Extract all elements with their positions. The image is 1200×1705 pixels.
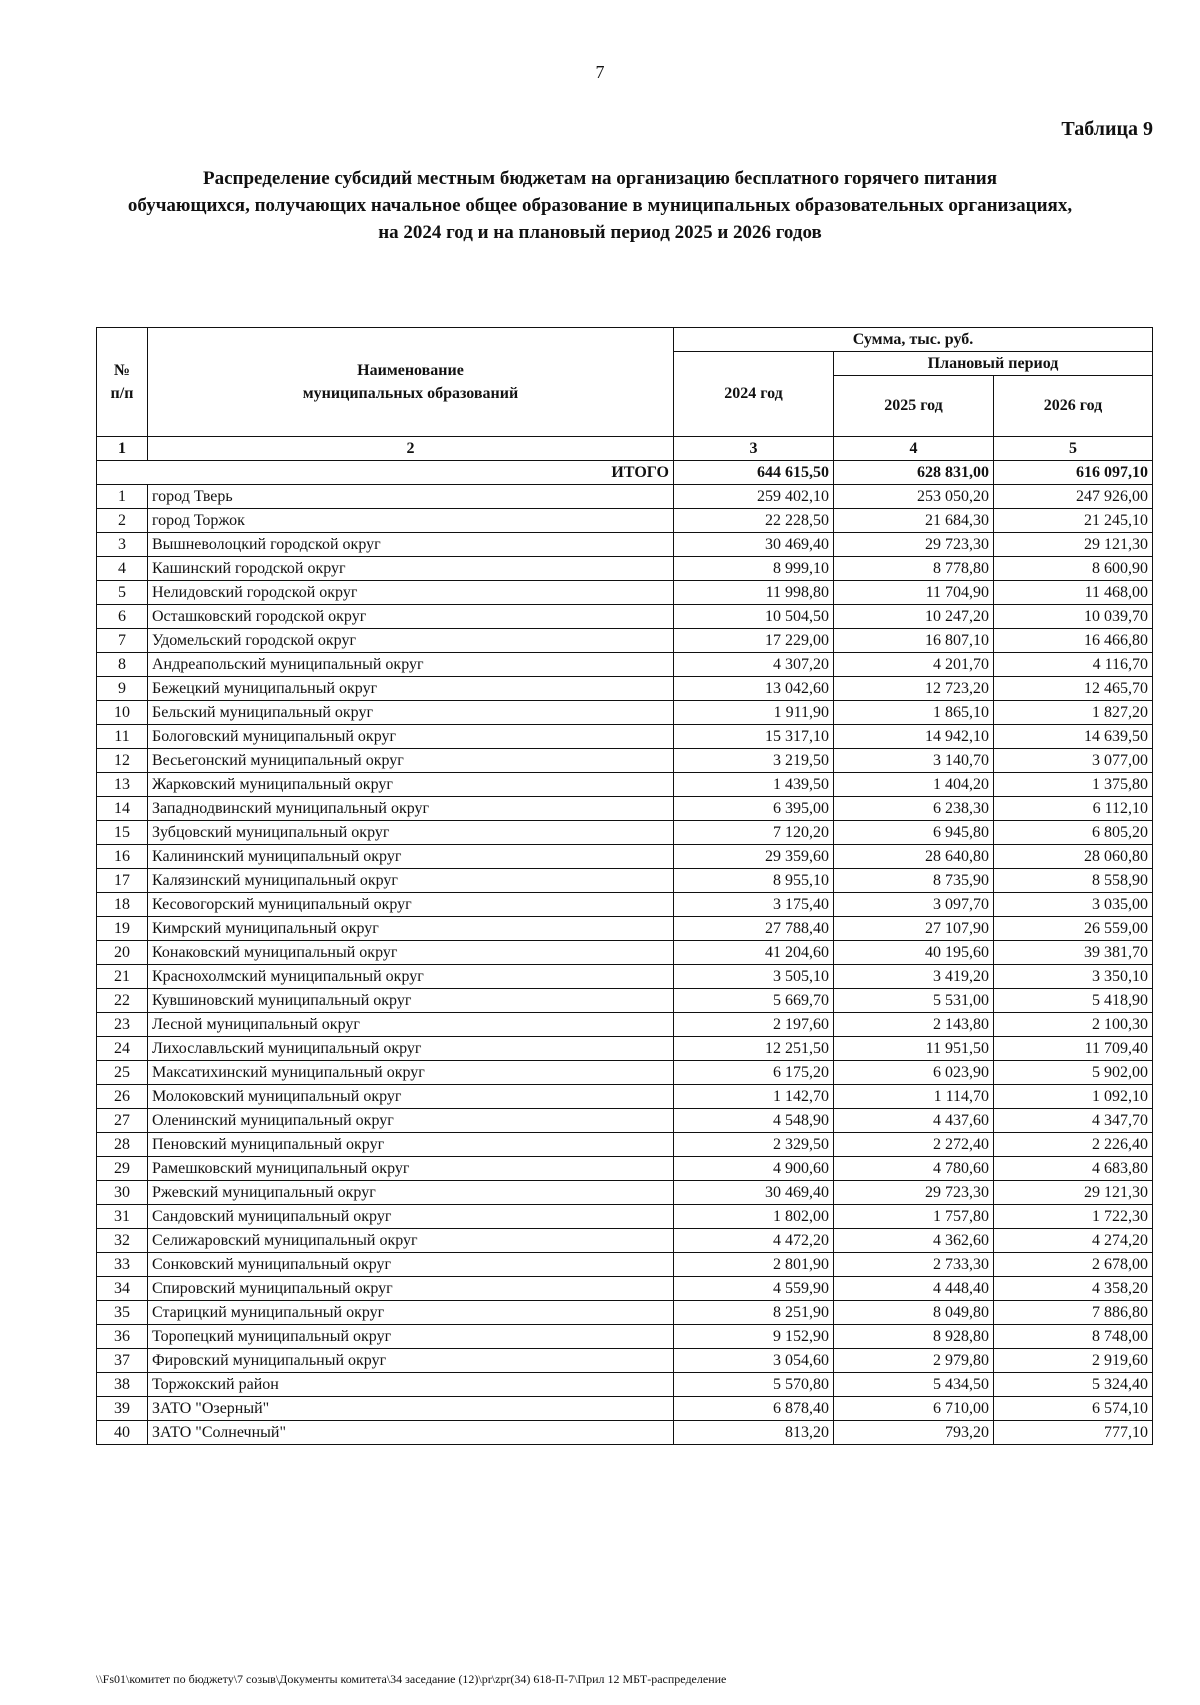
table-row — [97, 557, 1153, 581]
municipality-name: Пеновский муниципальный округ — [148, 1133, 674, 1157]
table-row — [97, 1109, 1153, 1133]
value-2025: 1 865,10 — [834, 701, 994, 725]
value-2024: 1 142,70 — [674, 1085, 834, 1109]
row-number: 17 — [97, 869, 148, 893]
table-row — [97, 1373, 1153, 1397]
value-2025: 8 928,80 — [834, 1325, 994, 1349]
value-2026: 4 683,80 — [994, 1157, 1153, 1181]
value-2026: 4 274,20 — [994, 1229, 1153, 1253]
value-2024: 1 439,50 — [674, 773, 834, 797]
value-2025: 29 723,30 — [834, 533, 994, 557]
row-number: 33 — [97, 1253, 148, 1277]
value-2025: 253 050,20 — [834, 485, 994, 509]
value-2026: 11 709,40 — [994, 1037, 1153, 1061]
value-2024: 8 999,10 — [674, 557, 834, 581]
value-2024: 6 878,40 — [674, 1397, 834, 1421]
municipality-name: Селижаровский муниципальный округ — [148, 1229, 674, 1253]
municipality-name: город Тверь — [148, 485, 674, 509]
table-row — [97, 773, 1153, 797]
municipality-name: Осташковский городской округ — [148, 605, 674, 629]
municipality-name: Лесной муниципальный округ — [148, 1013, 674, 1037]
page-number: 7 — [595, 62, 605, 82]
municipality-name: Сонковский муниципальный округ — [148, 1253, 674, 1277]
value-2024: 2 329,50 — [674, 1133, 834, 1157]
value-2026: 7 886,80 — [994, 1301, 1153, 1325]
value-2025: 5 531,00 — [834, 989, 994, 1013]
total-2024: 644 615,50 — [674, 461, 834, 485]
row-number: 16 — [97, 845, 148, 869]
table-row — [97, 485, 1153, 509]
table-row — [97, 605, 1153, 629]
total-2026: 616 097,10 — [994, 461, 1153, 485]
total-2025: 628 831,00 — [834, 461, 994, 485]
value-2026: 29 121,30 — [994, 533, 1153, 557]
value-2025: 8 778,80 — [834, 557, 994, 581]
row-number: 21 — [97, 965, 148, 989]
value-2025: 1 404,20 — [834, 773, 994, 797]
value-2025: 11 951,50 — [834, 1037, 994, 1061]
municipality-name: Конаковский муниципальный округ — [148, 941, 674, 965]
row-number: 3 — [97, 533, 148, 557]
value-2025: 12 723,20 — [834, 677, 994, 701]
table-row — [97, 533, 1153, 557]
municipality-name: Рамешковский муниципальный округ — [148, 1157, 674, 1181]
header-2025: 2025 год — [834, 376, 994, 437]
subsidy-table — [96, 327, 1153, 1445]
value-2024: 13 042,60 — [674, 677, 834, 701]
value-2025: 3 140,70 — [834, 749, 994, 773]
row-number: 34 — [97, 1277, 148, 1301]
value-2025: 4 448,40 — [834, 1277, 994, 1301]
value-2024: 7 120,20 — [674, 821, 834, 845]
value-2026: 4 116,70 — [994, 653, 1153, 677]
value-2026: 39 381,70 — [994, 941, 1153, 965]
municipality-name: Лихославльский муниципальный округ — [148, 1037, 674, 1061]
value-2025: 3 419,20 — [834, 965, 994, 989]
municipality-name: Кимрский муниципальный округ — [148, 917, 674, 941]
value-2026: 2 678,00 — [994, 1253, 1153, 1277]
municipality-name: Кесовогорский муниципальный округ — [148, 893, 674, 917]
table-row — [97, 653, 1153, 677]
row-number: 40 — [97, 1421, 148, 1445]
header-name-line1: Наименование — [357, 362, 464, 379]
value-2025: 4 362,60 — [834, 1229, 994, 1253]
table-row — [97, 629, 1153, 653]
row-number: 39 — [97, 1397, 148, 1421]
title-line: на 2024 год и на плановый период 2025 и 2026 годов — [378, 222, 822, 243]
table-row — [97, 845, 1153, 869]
table-row — [97, 1229, 1153, 1253]
value-2024: 3 175,40 — [674, 893, 834, 917]
value-2025: 1 757,80 — [834, 1205, 994, 1229]
value-2026: 28 060,80 — [994, 845, 1153, 869]
row-number: 9 — [97, 677, 148, 701]
table-row — [97, 797, 1153, 821]
municipality-name: Вышневолоцкий городской округ — [148, 533, 674, 557]
row-number: 5 — [97, 581, 148, 605]
value-2025: 6 238,30 — [834, 797, 994, 821]
table-label: Таблица 9 — [1061, 118, 1153, 140]
table-row — [97, 1421, 1153, 1445]
value-2024: 6 395,00 — [674, 797, 834, 821]
value-2025: 8 735,90 — [834, 869, 994, 893]
value-2024: 2 197,60 — [674, 1013, 834, 1037]
value-2024: 3 219,50 — [674, 749, 834, 773]
table-row — [97, 581, 1153, 605]
value-2026: 3 350,10 — [994, 965, 1153, 989]
value-2025: 10 247,20 — [834, 605, 994, 629]
value-2024: 3 505,10 — [674, 965, 834, 989]
municipality-name: Жарковский муниципальный округ — [148, 773, 674, 797]
header-no-line2: п/п — [110, 385, 134, 402]
row-number: 13 — [97, 773, 148, 797]
table-row — [97, 1133, 1153, 1157]
table-row — [97, 1253, 1153, 1277]
municipality-name: Бельский муниципальный округ — [148, 701, 674, 725]
table-row — [97, 1397, 1153, 1421]
value-2025: 4 201,70 — [834, 653, 994, 677]
value-2026: 5 418,90 — [994, 989, 1153, 1013]
municipality-name: Ржевский муниципальный округ — [148, 1181, 674, 1205]
value-2026: 6 112,10 — [994, 797, 1153, 821]
row-number: 8 — [97, 653, 148, 677]
municipality-name: Кувшиновский муниципальный округ — [148, 989, 674, 1013]
value-2025: 6 710,00 — [834, 1397, 994, 1421]
value-2024: 813,20 — [674, 1421, 834, 1445]
row-number: 22 — [97, 989, 148, 1013]
value-2024: 4 472,20 — [674, 1229, 834, 1253]
row-number: 28 — [97, 1133, 148, 1157]
value-2026: 26 559,00 — [994, 917, 1153, 941]
value-2025: 793,20 — [834, 1421, 994, 1445]
value-2026: 14 639,50 — [994, 725, 1153, 749]
value-2026: 10 039,70 — [994, 605, 1153, 629]
value-2026: 2 919,60 — [994, 1349, 1153, 1373]
value-2026: 3 035,00 — [994, 893, 1153, 917]
value-2025: 16 807,10 — [834, 629, 994, 653]
value-2024: 27 788,40 — [674, 917, 834, 941]
municipality-name: Молоковский муниципальный округ — [148, 1085, 674, 1109]
row-number: 32 — [97, 1229, 148, 1253]
table-row — [97, 869, 1153, 893]
municipality-name: Нелидовский городской округ — [148, 581, 674, 605]
row-number: 30 — [97, 1181, 148, 1205]
municipality-name: ЗАТО "Солнечный" — [148, 1421, 674, 1445]
municipality-name: Андреапольский муниципальный округ — [148, 653, 674, 677]
header-name-line2: муниципальных образований — [302, 385, 519, 402]
value-2024: 29 359,60 — [674, 845, 834, 869]
row-number: 27 — [97, 1109, 148, 1133]
col-number: 5 — [994, 437, 1153, 461]
value-2026: 6 574,10 — [994, 1397, 1153, 1421]
municipality-name: город Торжок — [148, 509, 674, 533]
value-2026: 4 347,70 — [994, 1109, 1153, 1133]
row-number: 25 — [97, 1061, 148, 1085]
value-2026: 5 902,00 — [994, 1061, 1153, 1085]
value-2026: 29 121,30 — [994, 1181, 1153, 1205]
value-2025: 2 979,80 — [834, 1349, 994, 1373]
table-row — [97, 725, 1153, 749]
header-no — [97, 328, 148, 437]
municipality-name: Торопецкий муниципальный округ — [148, 1325, 674, 1349]
municipality-name: Западнодвинский муниципальный округ — [148, 797, 674, 821]
value-2024: 259 402,10 — [674, 485, 834, 509]
row-number: 14 — [97, 797, 148, 821]
value-2025: 2 733,30 — [834, 1253, 994, 1277]
row-number: 2 — [97, 509, 148, 533]
municipality-name: Торжокский район — [148, 1373, 674, 1397]
value-2024: 30 469,40 — [674, 533, 834, 557]
title-line: Распределение субсидий местным бюджетам на организацию бесплатного горячего питания — [202, 168, 998, 189]
table-row — [97, 965, 1153, 989]
row-number: 6 — [97, 605, 148, 629]
table-row — [97, 1349, 1153, 1373]
value-2024: 22 228,50 — [674, 509, 834, 533]
row-number: 35 — [97, 1301, 148, 1325]
header-no-line1: № — [113, 362, 131, 379]
value-2025: 27 107,90 — [834, 917, 994, 941]
title-line: обучающихся, получающих начальное общее образование в муниципальных образовательных организациях, — [127, 195, 1073, 216]
value-2024: 17 229,00 — [674, 629, 834, 653]
value-2025: 6 945,80 — [834, 821, 994, 845]
footer-file-path: \\Fs01\комитет по бюджету\7 созыв\Документы комитета\34 заседание (12)\pr\zpr(34) 618-П-7\Прил 12 МБТ-распределение — [96, 1672, 727, 1686]
table-row — [97, 1037, 1153, 1061]
municipality-name: Кашинский городской округ — [148, 557, 674, 581]
table-row — [97, 1205, 1153, 1229]
row-number: 12 — [97, 749, 148, 773]
value-2026: 6 805,20 — [994, 821, 1153, 845]
municipality-name: Бежецкий муниципальный округ — [148, 677, 674, 701]
value-2024: 6 175,20 — [674, 1061, 834, 1085]
municipality-name: Калининский муниципальный округ — [148, 845, 674, 869]
value-2026: 1 375,80 — [994, 773, 1153, 797]
row-number: 26 — [97, 1085, 148, 1109]
municipality-name: Калязинский муниципальный округ — [148, 869, 674, 893]
row-number: 31 — [97, 1205, 148, 1229]
value-2026: 247 926,00 — [994, 485, 1153, 509]
value-2025: 4 780,60 — [834, 1157, 994, 1181]
row-number: 18 — [97, 893, 148, 917]
municipality-name: Старицкий муниципальный округ — [148, 1301, 674, 1325]
value-2024: 2 801,90 — [674, 1253, 834, 1277]
value-2026: 11 468,00 — [994, 581, 1153, 605]
table-row — [97, 821, 1153, 845]
row-number: 15 — [97, 821, 148, 845]
municipality-name: Бологовский муниципальный округ — [148, 725, 674, 749]
value-2025: 21 684,30 — [834, 509, 994, 533]
municipality-name: Зубцовский муниципальный округ — [148, 821, 674, 845]
row-number: 10 — [97, 701, 148, 725]
document-title — [60, 165, 1140, 246]
municipality-name: Оленинский муниципальный округ — [148, 1109, 674, 1133]
value-2024: 11 998,80 — [674, 581, 834, 605]
header-2024: 2024 год — [674, 352, 834, 437]
value-2026: 777,10 — [994, 1421, 1153, 1445]
value-2026: 16 466,80 — [994, 629, 1153, 653]
row-number: 29 — [97, 1157, 148, 1181]
table-row — [97, 1061, 1153, 1085]
table-row — [97, 701, 1153, 725]
value-2024: 4 559,90 — [674, 1277, 834, 1301]
municipality-name: Сандовский муниципальный округ — [148, 1205, 674, 1229]
municipality-name: Спировский муниципальный округ — [148, 1277, 674, 1301]
value-2024: 5 570,80 — [674, 1373, 834, 1397]
value-2024: 4 900,60 — [674, 1157, 834, 1181]
value-2025: 5 434,50 — [834, 1373, 994, 1397]
total-row — [97, 461, 1153, 485]
municipality-name: Фировский муниципальный округ — [148, 1349, 674, 1373]
value-2026: 1 092,10 — [994, 1085, 1153, 1109]
table-row — [97, 989, 1153, 1013]
col-number: 2 — [148, 437, 674, 461]
value-2024: 8 955,10 — [674, 869, 834, 893]
table-row — [97, 1085, 1153, 1109]
value-2026: 12 465,70 — [994, 677, 1153, 701]
header-2026: 2026 год — [994, 376, 1153, 437]
row-number: 36 — [97, 1325, 148, 1349]
value-2025: 11 704,90 — [834, 581, 994, 605]
row-number: 1 — [97, 485, 148, 509]
row-number: 11 — [97, 725, 148, 749]
municipality-name: Весьегонский муниципальный округ — [148, 749, 674, 773]
value-2026: 21 245,10 — [994, 509, 1153, 533]
table-row — [97, 677, 1153, 701]
value-2026: 8 600,90 — [994, 557, 1153, 581]
value-2025: 14 942,10 — [834, 725, 994, 749]
table-row — [97, 749, 1153, 773]
value-2025: 28 640,80 — [834, 845, 994, 869]
table-row — [97, 1277, 1153, 1301]
header-planned-period: Плановый период — [834, 352, 1153, 376]
row-number: 37 — [97, 1349, 148, 1373]
header-name — [148, 328, 674, 437]
row-number: 19 — [97, 917, 148, 941]
value-2025: 29 723,30 — [834, 1181, 994, 1205]
table-row — [97, 509, 1153, 533]
row-number: 38 — [97, 1373, 148, 1397]
header-sum: Сумма, тыс. руб. — [674, 328, 1153, 352]
value-2024: 4 307,20 — [674, 653, 834, 677]
table-row — [97, 941, 1153, 965]
table-row — [97, 1181, 1153, 1205]
value-2025: 8 049,80 — [834, 1301, 994, 1325]
value-2024: 4 548,90 — [674, 1109, 834, 1133]
municipality-name: ЗАТО "Озерный" — [148, 1397, 674, 1421]
row-number: 20 — [97, 941, 148, 965]
col-number: 4 — [834, 437, 994, 461]
col-number: 3 — [674, 437, 834, 461]
value-2026: 3 077,00 — [994, 749, 1153, 773]
value-2026: 4 358,20 — [994, 1277, 1153, 1301]
value-2025: 2 272,40 — [834, 1133, 994, 1157]
value-2026: 8 558,90 — [994, 869, 1153, 893]
municipality-name: Максатихинский муниципальный округ — [148, 1061, 674, 1085]
value-2024: 15 317,10 — [674, 725, 834, 749]
value-2025: 6 023,90 — [834, 1061, 994, 1085]
row-number: 23 — [97, 1013, 148, 1037]
table-row — [97, 1301, 1153, 1325]
row-number: 24 — [97, 1037, 148, 1061]
value-2024: 5 669,70 — [674, 989, 834, 1013]
value-2026: 5 324,40 — [994, 1373, 1153, 1397]
table-row — [97, 1013, 1153, 1037]
value-2025: 1 114,70 — [834, 1085, 994, 1109]
value-2024: 9 152,90 — [674, 1325, 834, 1349]
value-2026: 2 226,40 — [994, 1133, 1153, 1157]
col-number: 1 — [97, 437, 148, 461]
municipality-name: Краснохолмский муниципальный округ — [148, 965, 674, 989]
value-2024: 30 469,40 — [674, 1181, 834, 1205]
total-label: ИТОГО — [97, 461, 674, 485]
row-number: 4 — [97, 557, 148, 581]
value-2024: 3 054,60 — [674, 1349, 834, 1373]
table-row — [97, 893, 1153, 917]
value-2025: 3 097,70 — [834, 893, 994, 917]
value-2026: 2 100,30 — [994, 1013, 1153, 1037]
value-2026: 8 748,00 — [994, 1325, 1153, 1349]
value-2025: 40 195,60 — [834, 941, 994, 965]
value-2026: 1 722,30 — [994, 1205, 1153, 1229]
table-row — [97, 1157, 1153, 1181]
value-2025: 2 143,80 — [834, 1013, 994, 1037]
value-2025: 4 437,60 — [834, 1109, 994, 1133]
table-body — [97, 461, 1153, 1445]
value-2024: 1 911,90 — [674, 701, 834, 725]
table-row — [97, 917, 1153, 941]
value-2024: 1 802,00 — [674, 1205, 834, 1229]
value-2024: 10 504,50 — [674, 605, 834, 629]
value-2026: 1 827,20 — [994, 701, 1153, 725]
value-2024: 41 204,60 — [674, 941, 834, 965]
row-number: 7 — [97, 629, 148, 653]
value-2024: 12 251,50 — [674, 1037, 834, 1061]
municipality-name: Удомельский городской округ — [148, 629, 674, 653]
value-2024: 8 251,90 — [674, 1301, 834, 1325]
table-row — [97, 1325, 1153, 1349]
